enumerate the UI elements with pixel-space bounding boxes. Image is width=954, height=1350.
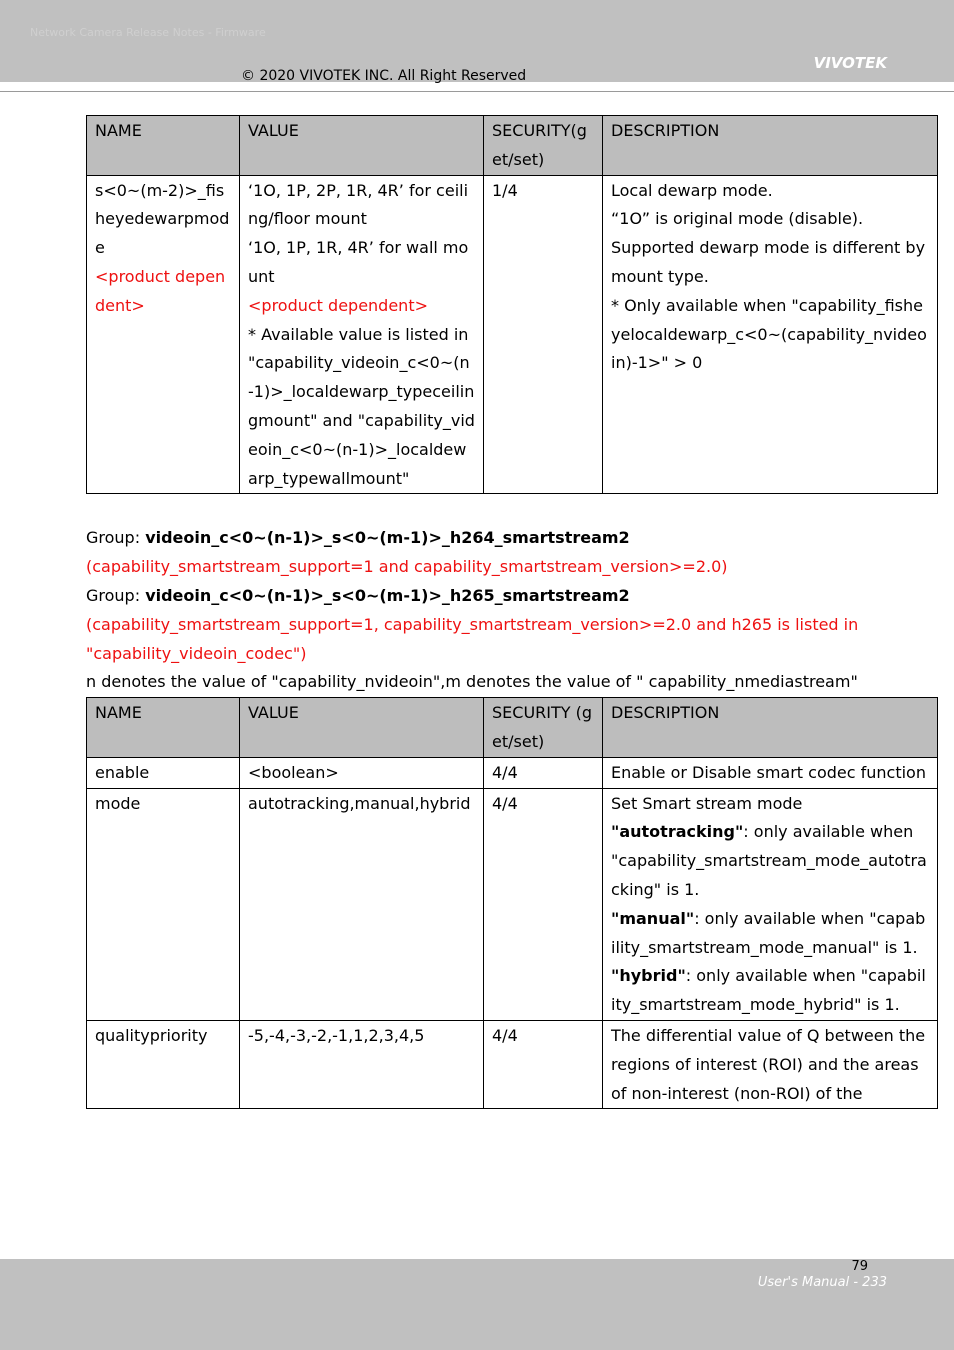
value-line-2: ‘1O, 1P, 1R, 4R’ for wall mount (248, 238, 469, 286)
value-line-1: ‘1O, 1P, 2P, 1R, 4R’ for ceiling/floor mount (248, 180, 469, 229)
table-row (87, 788, 938, 1020)
group-prefix: Group: (86, 585, 146, 605)
cell-security: 4/4 (484, 757, 603, 788)
col-header-description: DESCRIPTION (603, 116, 938, 176)
value-tail: * Available value is listed in "capability_videoin_c<0~(n-1)>_localdewarp_typeceilingmount" and "capability_videoin_c<0~(n-1)>_localdewarp_typewallmount" (248, 324, 475, 488)
table-row (87, 175, 938, 494)
group-h264 (86, 524, 871, 582)
mode-manual (611, 905, 929, 963)
cell-value (240, 175, 484, 494)
cell-name (87, 175, 240, 494)
header-faint-text: Network Camera Release Notes - Firmware (30, 26, 266, 39)
cell-security: 4/4 (484, 788, 603, 1020)
mode-autotracking (611, 818, 929, 904)
table-row (87, 1020, 938, 1108)
brand-logo: VIVOTEK (813, 54, 887, 72)
page-number: 79 (851, 1259, 868, 1274)
manual-page-label: User's Manual - 233 (757, 1275, 887, 1290)
mode-key-hybrid: "hybrid" (611, 966, 686, 986)
group-condition-h264: (capability_smartstream_support=1 and capability_smartstream_version>=2.0) (86, 557, 728, 577)
table-header-row (87, 116, 938, 176)
col-header-description: DESCRIPTION (603, 698, 938, 758)
col-header-value: VALUE (240, 698, 484, 758)
group-h265 (86, 582, 871, 668)
param-name-note: <product dependent> (95, 266, 226, 315)
cell-description: The differential value of Q between the regions of interest (ROI) and the areas of non-interest (non-ROI) of the (603, 1020, 938, 1108)
group-prefix: Group: (86, 528, 146, 548)
group-name-h264: videoin_c<0~(n-1)>_s<0~(m-1)>_h264_smartstream2 (145, 528, 630, 548)
cell-name: mode (87, 788, 240, 1020)
param-name: s<0~(m-2)>_fisheyedewarpmode (95, 180, 230, 258)
mode-hybrid (611, 962, 929, 1020)
header-divider (0, 91, 954, 92)
cell-value: autotracking,manual,hybrid (240, 788, 484, 1020)
group-name-h265: videoin_c<0~(n-1)>_s<0~(m-1)>_h265_smartstream2 (145, 585, 630, 605)
desc-line-2: “1O” is original mode (disable). (611, 209, 864, 229)
mode-text-autotracking: : only available when "capability_smartstream_mode_autotracking" is 1. (611, 822, 927, 899)
cell-name: enable (87, 757, 240, 788)
desc-line-1: Local dewarp mode. (611, 180, 773, 200)
group-note: n denotes the value of "capability_nvideoin",m denotes the value of " capability_nmediastream" (86, 672, 858, 692)
cell-security: 1/4 (484, 175, 603, 494)
col-header-security: SECURITY (get/set) (484, 698, 603, 758)
page-content (86, 115, 927, 1109)
table-row (87, 757, 938, 788)
desc-line-4: * Only available when "capability_fisheyelocaldewarp_c<0~(capability_nvideoin)-1>" > 0 (611, 295, 927, 373)
cell-value: -5,-4,-3,-2,-1,1,2,3,4,5 (240, 1020, 484, 1108)
copyright: © 2020 VIVOTEK INC. All Right Reserved (241, 68, 527, 84)
smartstream-parameter-table (86, 697, 938, 1109)
cell-description: Enable or Disable smart codec function (603, 757, 938, 788)
mode-key-manual: "manual" (611, 908, 695, 928)
footer-band (0, 1259, 954, 1350)
col-header-security: SECURITY(get/set) (484, 116, 603, 176)
cell-name: qualitypriority (87, 1020, 240, 1108)
mode-text-hybrid: : only available when "capability_smartstream_mode_hybrid" is 1. (611, 966, 926, 1015)
header-band (0, 0, 954, 82)
group-headings (86, 524, 871, 697)
desc-line-3: Supported dewarp mode is different by mount type. (611, 238, 926, 286)
dewarp-parameter-table (86, 115, 938, 494)
cell-description (603, 788, 938, 1020)
col-header-name: NAME (87, 116, 240, 176)
mode-text-manual: : only available when "capability_smartstream_mode_manual" is 1. (611, 908, 926, 957)
cell-value: <boolean> (240, 757, 484, 788)
mode-desc-intro: Set Smart stream mode (611, 793, 803, 813)
mode-key-autotracking: "autotracking" (611, 822, 744, 842)
table-header-row (87, 698, 938, 758)
cell-security: 4/4 (484, 1020, 603, 1108)
col-header-value: VALUE (240, 116, 484, 176)
value-note: <product dependent> (248, 295, 428, 315)
cell-description (603, 175, 938, 494)
col-header-name: NAME (87, 698, 240, 758)
group-condition-h265: (capability_smartstream_support=1, capability_smartstream_version>=2.0 and h265 is listed in "capability_videoin_codec") (86, 614, 859, 663)
